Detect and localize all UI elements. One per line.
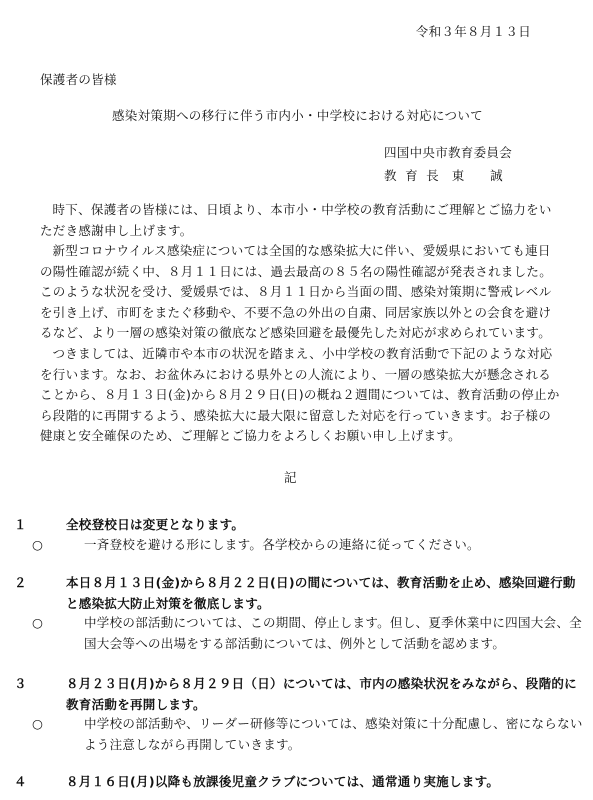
item-3-heading (14, 673, 586, 715)
body-paragraph-3: つきましては、近隣市や本市の状況を踏まえ、小中学校の教育活動で下記のような対応を行います。なお、お盆休みにおける県外との人流により、一層の感染拡大が懸念されることから、８月１３日(金)から８月２９日(日)の概ね２週間については、教育活動の停止から段階的に再開するよう、感染拡大に最大限に留意した対応を行っていきます。お子様の健康と安全確保のため、ご理解とご協力をよろしくお願い申し上げます。 (40, 346, 560, 443)
bullet-circle-icon: ○ (32, 537, 44, 552)
item-1-heading (14, 514, 586, 535)
item-2-heading (14, 572, 586, 614)
item-1-bullet-text: 一斉登校を避ける形にします。各学校からの連絡に従ってください。 (84, 537, 480, 552)
issuer-signature (384, 166, 503, 184)
bullet-circle-icon: ○ (32, 716, 44, 731)
item-1-heading-text: 全校登校日は変更となります。 (66, 517, 245, 532)
item-4-heading-text: ８月１６日(月)以降も放課後児童クラブについては、通常通り実施します。 (66, 774, 500, 789)
body-paragraph-2: 新型コロナウイルス感染症については全国的な感染拡大に伴い、愛媛県においても連日の陽性確認が続く中、８月１１日には、過去最高の８５名の陽性確認が発表されました。このような状況を受け、愛媛県では、８月１１日から当面の間、感染対策期に警戒レベルを引き上げ、市町をまたぐ移動や、不要不急の外出の自粛、同居家族以外との会食を避けるなど、より一層の感染対策の徹底など感染回避を最優先した対応が求められています。 (40, 243, 553, 340)
document-date: 令和３年８月１３日 (415, 24, 531, 39)
item-3-bullet (32, 713, 584, 755)
document-title: 感染対策期への移行に伴う市内小・中学校における対応について (112, 108, 483, 123)
item-2-bullet-text: 中学校の部活動については、この期間、停止します。但し、夏季休業中に四国大会、全国大会等への出場をする部活動については、例外として活動を認めます。 (84, 615, 582, 651)
body-paragraph-1: 時下、保護者の皆様には、日頃より、本市小・中学校の教育活動にご理解とご協力をいただき感謝申し上げます。 (40, 202, 552, 238)
item-2-bullet (32, 612, 584, 654)
ki-heading: 記 (284, 470, 297, 485)
issuer-name: 東 誠 (451, 168, 503, 183)
item-1-number: １ (14, 517, 27, 532)
item-4-number: ４ (14, 774, 27, 789)
issuer-role: 教 育 長 (384, 168, 439, 183)
item-3-bullet-text: 中学校の部活動や、リーダー研修等については、感染対策に十分配慮し、密にならないよう注意しながら再開していきます。 (84, 716, 583, 752)
item-2-number: ２ (14, 575, 27, 590)
item-1-bullet (32, 534, 584, 555)
recipient: 保護者の皆様 (40, 72, 117, 87)
item-4-heading (14, 771, 586, 792)
item-3-number: ３ (14, 676, 27, 691)
item-3-heading-text: ８月２３日(月)から８月２９日（日）については、市内の感染状況をみながら、段階的に教育活動を再開します。 (66, 676, 577, 712)
item-2-heading-text: 本日８月１３日(金)から８月２２日(日)の間については、教育活動を止め、感染回避行動と感染拡大防止対策を徹底します。 (66, 575, 576, 611)
bullet-circle-icon: ○ (32, 615, 44, 630)
issuer-org: 四国中央市教育委員会 (384, 145, 513, 160)
